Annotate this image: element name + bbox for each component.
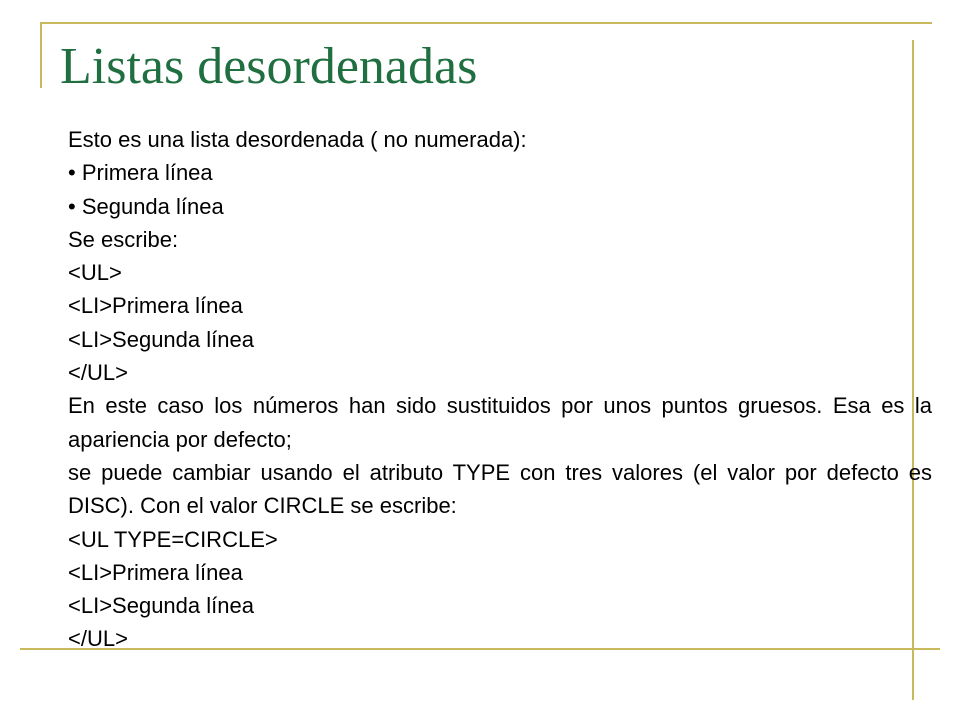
bullet-item: • Primera línea <box>68 160 213 186</box>
code-line: <UL TYPE=CIRCLE> <box>68 526 278 552</box>
code-intro-line: Se escribe: <box>68 226 179 252</box>
top-rule <box>40 22 932 24</box>
code-line: </UL> <box>68 626 128 652</box>
slide-body <box>68 123 932 656</box>
code-line: <LI>Segunda línea <box>68 326 254 352</box>
code-line: <LI>Primera línea <box>68 559 243 585</box>
code-line: </UL> <box>68 360 128 386</box>
intro-line: Esto es una lista desordenada ( no numerada): <box>68 127 527 152</box>
slide-title: Listas desordenadas <box>60 38 478 95</box>
code-line: <LI>Segunda línea <box>68 593 254 619</box>
left-rule <box>40 22 42 88</box>
explanation-paragraph: se puede cambiar usando el atributo TYPE con tres valores (el valor por defecto es DISC). Con el valor CIRCLE se escribe: <box>68 459 932 519</box>
code-line: <UL> <box>68 260 122 286</box>
explanation-paragraph: En este caso los números han sido sustituidos por unos puntos gruesos. Esa es la apariencia por defecto; <box>68 393 932 452</box>
code-line: <LI>Primera línea <box>68 293 243 319</box>
bullet-item: • Segunda línea <box>68 193 224 219</box>
